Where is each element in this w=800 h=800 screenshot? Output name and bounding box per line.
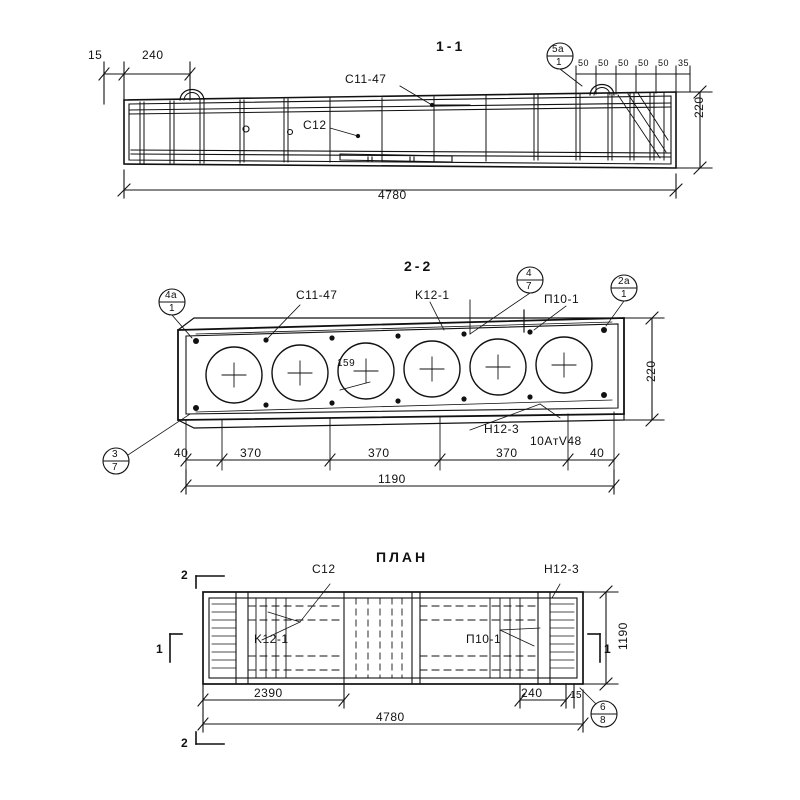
dim-220-s22: 220 <box>644 360 658 382</box>
note-10at5-48: 10AтV48 <box>530 434 582 448</box>
dim-15-s11: 15 <box>88 48 103 62</box>
mark-p10-1-s22: П10-1 <box>544 292 580 306</box>
section-mark-1-right: 1 <box>604 642 613 656</box>
callout-3-bottom: 7 <box>112 462 119 473</box>
callout-3-top: 3 <box>112 449 119 460</box>
mark-k12-1-plan: K12-1 <box>254 632 289 646</box>
dim-370-b: 370 <box>368 446 390 460</box>
dim-370-c: 370 <box>496 446 518 460</box>
dim-35: 35 <box>678 58 690 68</box>
dim-50-c: 50 <box>618 58 630 68</box>
mark-s12-s11: C12 <box>303 118 327 132</box>
dim-2390-plan: 2390 <box>254 686 283 700</box>
plan-title: ПЛАН <box>376 549 429 565</box>
dim-1190-s22: 1190 <box>378 472 406 486</box>
callout-4-top: 4 <box>526 268 533 279</box>
mark-n12-3-plan: Н12-3 <box>544 562 580 576</box>
mark-k12-1-s22: K12-1 <box>415 288 450 302</box>
callout-4a-top: 4a <box>165 290 178 301</box>
dim-4780-s11: 4780 <box>378 188 407 202</box>
callout-2a-top: 2a <box>618 276 631 287</box>
section-2-2-title: 2-2 <box>404 258 434 274</box>
callout-4-bottom: 7 <box>526 281 533 292</box>
mark-s11-47-s11: C11-47 <box>345 72 387 86</box>
callout-5a-top: 5a <box>552 44 565 55</box>
dim-40-left: 40 <box>174 446 189 460</box>
callout-2a-bottom: 1 <box>621 289 628 300</box>
dim-15-plan: 15 <box>570 690 583 701</box>
section-1-1-title: 1-1 <box>436 38 466 54</box>
mark-s12-plan: C12 <box>312 562 336 576</box>
mark-p10-1-plan: П10-1 <box>466 632 502 646</box>
callout-6-bottom: 8 <box>600 715 607 726</box>
mark-n12-3-s22: Н12-3 <box>484 422 520 436</box>
dim-50-a: 50 <box>578 58 590 68</box>
section-mark-2-bottom: 2 <box>181 736 190 750</box>
dim-1190-plan: 1190 <box>616 622 630 650</box>
dim-159: 159 <box>337 358 356 369</box>
section-mark-1-left: 1 <box>156 642 165 656</box>
dim-40-right: 40 <box>590 446 605 460</box>
dim-370-a: 370 <box>240 446 262 460</box>
callout-5a-bottom: 1 <box>556 57 563 68</box>
section-mark-2-top: 2 <box>181 568 190 582</box>
mark-s11-47-s22: C11-47 <box>296 288 338 302</box>
dim-220-s11: 220 <box>692 96 706 118</box>
dim-240-s11: 240 <box>142 48 164 62</box>
dim-50-d: 50 <box>638 58 650 68</box>
dim-50-e: 50 <box>658 58 670 68</box>
dim-4780-plan: 4780 <box>376 710 405 724</box>
callout-6-top: 6 <box>600 702 607 713</box>
dim-50-b: 50 <box>598 58 610 68</box>
callout-4a-bottom: 1 <box>169 303 176 314</box>
dim-240-plan: 240 <box>521 686 543 700</box>
